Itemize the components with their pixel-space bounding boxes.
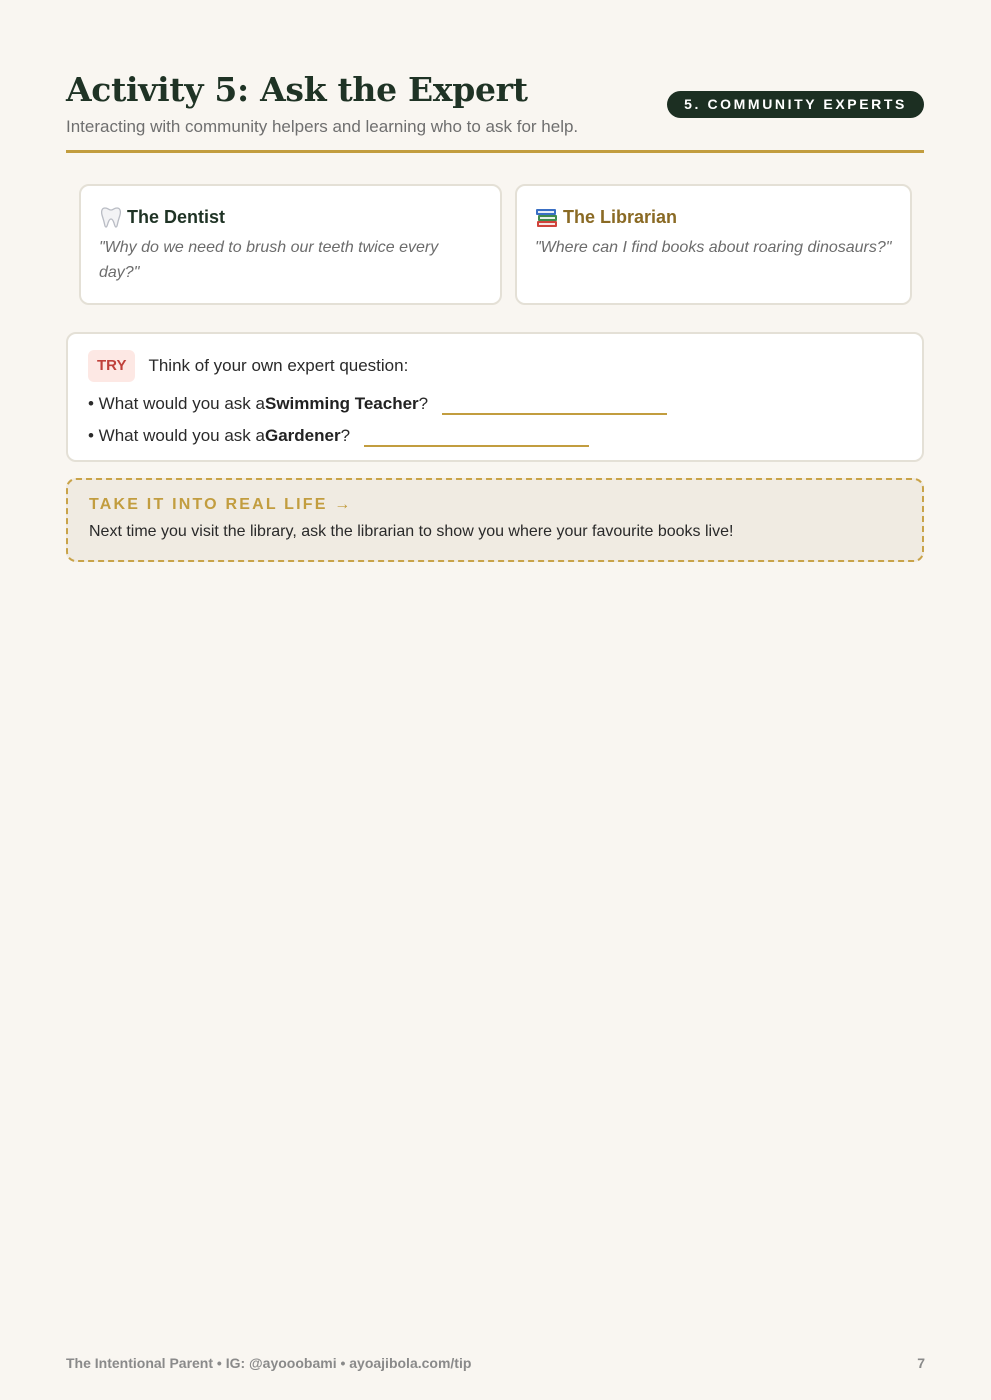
real-life-box [66, 478, 924, 562]
page-header [66, 70, 924, 138]
try-activity-box [66, 332, 924, 462]
page-subtitle: Interacting with community helpers and learning who to ask for help. [66, 117, 579, 136]
question-item [88, 415, 902, 447]
try-tag: TRY [88, 350, 135, 382]
expert-card-heading [535, 204, 892, 230]
answer-blank-line[interactable] [442, 393, 667, 415]
expert-card-title: The Dentist [127, 207, 226, 227]
question-suffix: ? [340, 426, 351, 445]
header-divider [66, 150, 924, 153]
question-item [88, 383, 902, 415]
section-badge: 5. COMMUNITY EXPERTS [667, 91, 924, 118]
expert-card-heading [99, 204, 482, 230]
page-number: 7 [917, 1355, 925, 1371]
question-prefix: • What would you ask a [88, 426, 265, 445]
try-prompt: Think of your own expert question: [148, 356, 409, 375]
expert-card-title: The Librarian [563, 207, 678, 227]
expert-card-librarian [515, 184, 912, 305]
real-life-title: TAKE IT INTO REAL LIFE → [89, 496, 353, 513]
expert-card-dentist [79, 184, 502, 305]
question-expert: Swimming Teacher [264, 394, 419, 413]
page-title: Activity 5: Ask the Expert [66, 70, 528, 109]
question-expert: Gardener [264, 426, 341, 445]
answer-blank-line[interactable] [364, 425, 589, 447]
expert-card-quote: "Why do we need to brush our teeth twice every day?" [99, 239, 439, 281]
footer-credits: The Intentional Parent • IG: @ayooobami • ayoajibola.com/tip [66, 1355, 472, 1371]
question-suffix: ? [418, 394, 429, 413]
real-life-text: Next time you visit the library, ask the librarian to show you where your favourite books live! [89, 523, 734, 540]
try-header [88, 349, 902, 383]
tooth-icon [99, 205, 123, 229]
expert-card-quote: "Where can I find books about roaring dinosaurs?" [535, 239, 892, 256]
books-icon [535, 205, 559, 229]
question-prefix: • What would you ask a [88, 394, 265, 413]
